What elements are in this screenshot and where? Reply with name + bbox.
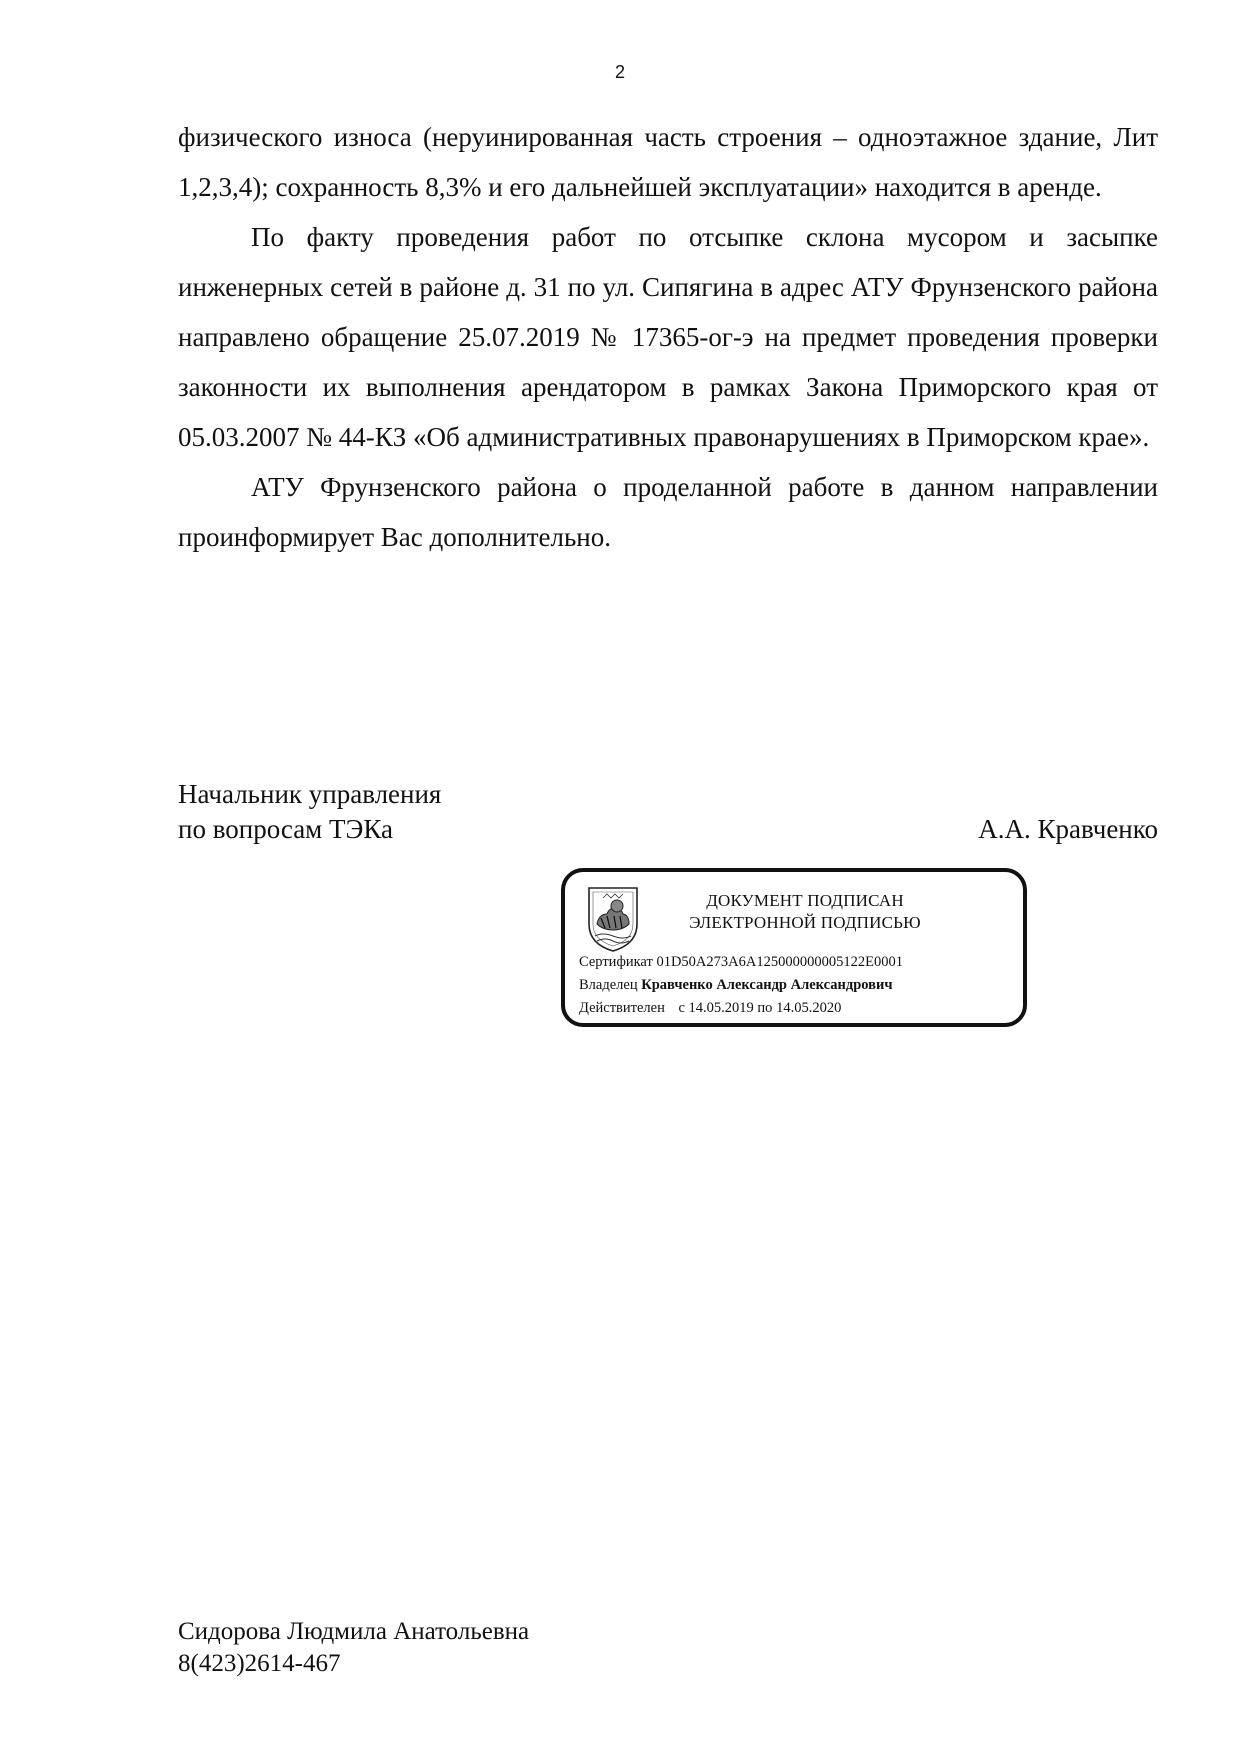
owner-label: Владелец xyxy=(579,977,638,993)
executor-phone: 8(423)2614-467 xyxy=(178,1650,341,1677)
electronic-signature-stamp xyxy=(561,868,1027,1027)
coat-of-arms-icon xyxy=(583,884,643,954)
certificate-line xyxy=(579,953,903,971)
validity-line xyxy=(579,999,841,1017)
paragraph-continuation: физического износа (неруинированная часть строения – одноэтажное здание, Лит 1,2,3,4); сохранность 8,3% и его дальнейшей эксплуатации» находится в аренде. xyxy=(178,122,1158,202)
validity-to: 14.05.2020 xyxy=(776,1000,842,1016)
certificate-value: 01D50A273A6A125000000005122E0001 xyxy=(656,954,903,970)
owner-line xyxy=(579,976,893,994)
page-number: 2 xyxy=(614,62,625,82)
position-line-2: по вопросам ТЭКа xyxy=(178,814,393,844)
certificate-label: Сертификат xyxy=(579,954,653,970)
stamp-title-line-2: ЭЛЕКТРОННОЙ ПОДПИСЬЮ xyxy=(689,913,921,932)
owner-value: Кравченко Александр Александрович xyxy=(641,977,893,993)
stamp-title-line-1: ДОКУМЕНТ ПОДПИСАН xyxy=(706,891,904,910)
position-line-1: Начальник управления xyxy=(178,779,442,809)
signatory-position xyxy=(178,777,441,847)
validity-from: 14.05.2019 xyxy=(688,1000,754,1016)
validity-from-label: с xyxy=(678,1000,685,1016)
executor-name: Сидорова Людмила Анатольевна xyxy=(178,1618,530,1645)
signatory-name: А.А. Кравченко xyxy=(978,814,1158,844)
paragraph-appeal: По факту проведения работ по отсыпке склона мусором и засыпке инженерных сетей в районе д. 31 по ул. Сипягина в адрес АТУ Фрунзенского района направлено обращение 25.07.2019 № 17365-ог-э на предмет проведения проверки законности их выполнения арендатором в рамках Закона Приморского края от 05.03.2007 № 44-КЗ «Об административных правонарушениях в Приморском крае». xyxy=(178,222,1158,452)
validity-label: Действителен xyxy=(579,1000,665,1016)
letter-body xyxy=(178,112,1158,562)
validity-to-label: по xyxy=(757,1000,773,1016)
executor-info xyxy=(178,1616,529,1680)
stamp-title xyxy=(665,890,945,934)
paragraph-follow-up: АТУ Фрунзенского района о проделанной работе в данном направлении проинформирует Вас дополнительно. xyxy=(178,472,1158,552)
